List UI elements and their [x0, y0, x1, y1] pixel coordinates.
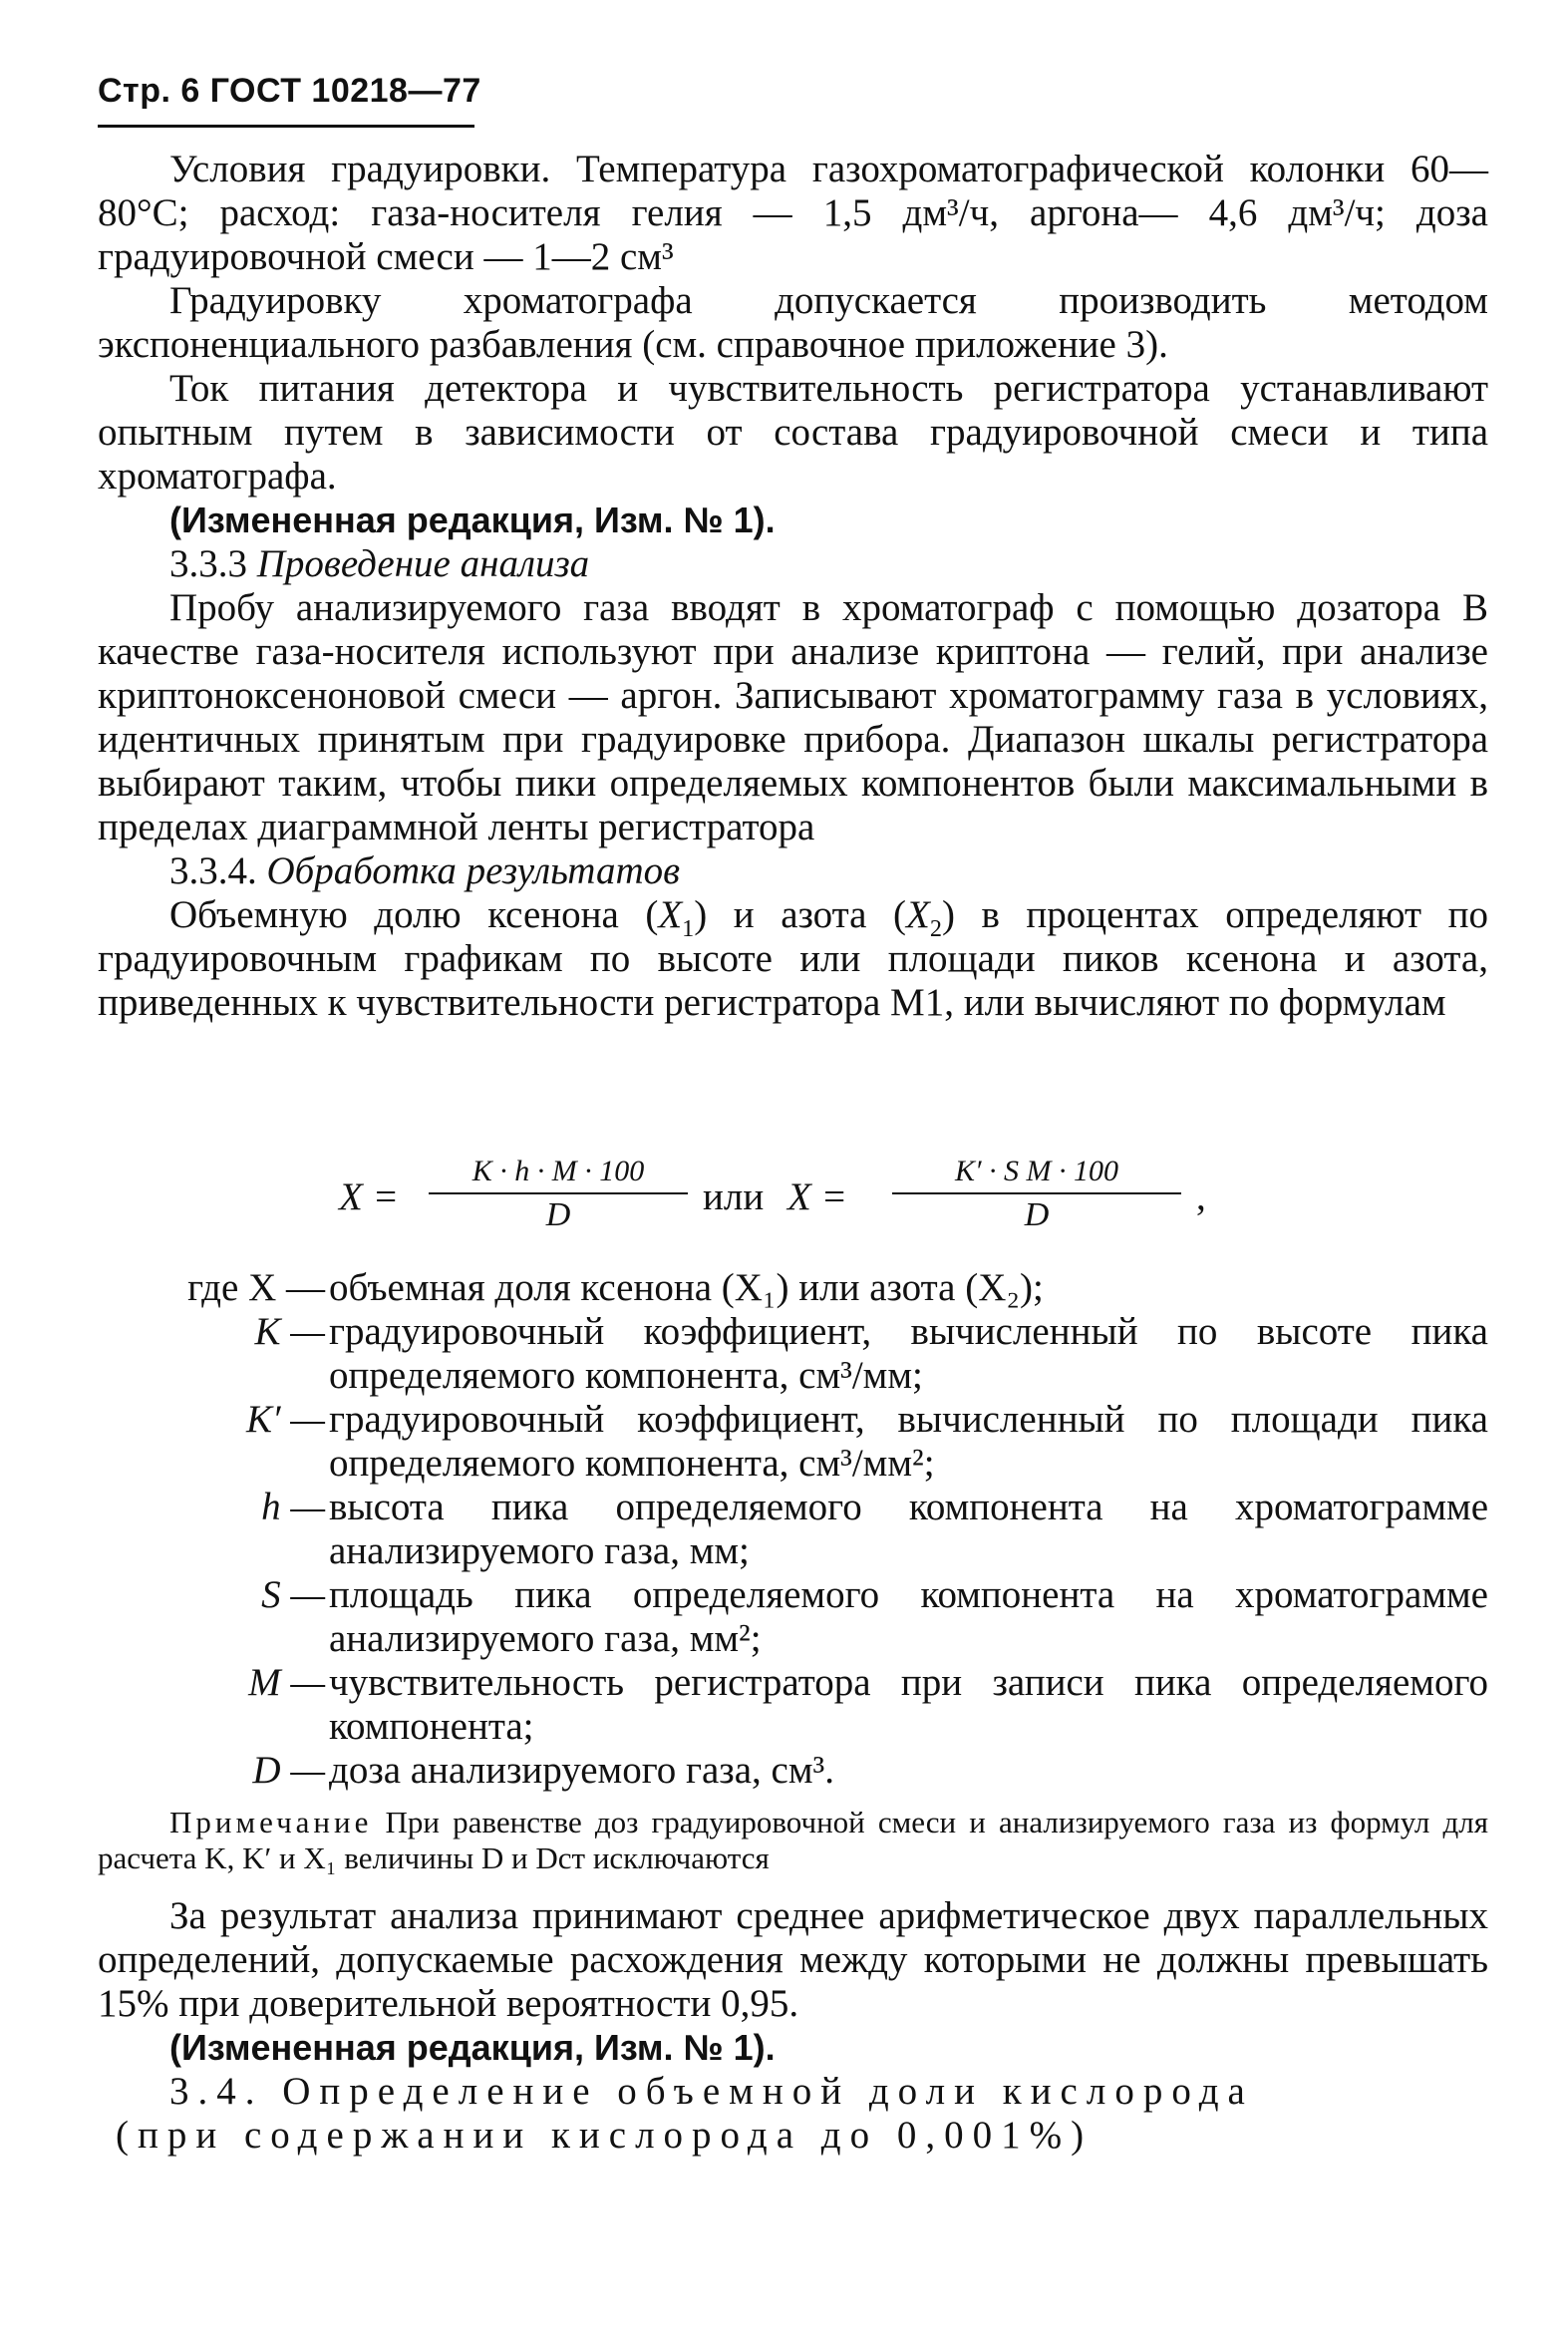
definition-text: объемная доля ксенона (X₁) или азота (X₂); — [329, 1266, 1044, 1309]
definition-symbol: S — — [261, 1573, 325, 1616]
header-rule — [98, 125, 474, 128]
formula-lhs: X = — [787, 1175, 847, 1218]
paragraph-results — [98, 893, 1488, 1025]
definition-item — [98, 1749, 1488, 1793]
definition-item — [98, 1661, 1488, 1749]
section-heading-34 — [98, 2070, 1488, 2114]
note-text: При равенстве доз градуировочной смеси и анализируемого газа из формул для расчета K, K′ и X₁ величины D и Dст исключаются — [98, 1805, 1488, 1875]
paragraph-analysis: Пробу анализируемого газа вводят в хроматограф с помощью дозатора В качестве газа-носителя используют при анализе криптона — гелий, при анализе криптоноксеноновой смеси — аргон. Записывают хроматограмму газа в условиях, идентичных принятым при градуировке прибора. Диапазон шкалы регистратора выбирают таким, чтобы пики определяемых компонентов были максимальными в пределах диаграммной ленты регистратора — [98, 586, 1488, 848]
note — [98, 1805, 1488, 1876]
definition-text: площадь пика определяемого компонента на хроматограмме анализируемого газа, мм²; — [329, 1573, 1488, 1660]
definition-symbol: D — — [252, 1749, 325, 1792]
definition-symbol: K′ — — [246, 1398, 325, 1441]
section-number: 3.4. — [169, 2070, 264, 2113]
definition-symbol: h — — [261, 1486, 325, 1528]
section-title: Обработка результатов — [266, 849, 681, 892]
main-text — [98, 148, 1488, 1025]
section-heading-333 — [98, 542, 1488, 586]
symbol-x: X — [906, 893, 930, 936]
denominator: D — [545, 1196, 571, 1233]
text-fragment: Объемную долю ксенона ( — [169, 893, 659, 936]
definition-text: градуировочный коэффициент, вычисленный по высоте пика определяемого компонента, см³/мм; — [329, 1310, 1488, 1397]
definition-item — [98, 1398, 1488, 1486]
denominator: D — [1024, 1196, 1050, 1233]
text-fragment: ) в процентах определяют по градуировочным графикам по высоте или площади пиков ксенона и азота, приведенных к чувствительности регистратора М1, или вычисляют по формулам — [98, 893, 1488, 1024]
formula-lhs: X = — [339, 1175, 399, 1218]
fraction-height — [429, 1155, 688, 1234]
section-number: 3.3.4. — [169, 849, 257, 892]
revision-note — [98, 2026, 1488, 2070]
closing-text — [98, 1894, 1488, 2158]
definition-text: градуировочный коэффициент, вычисленный по площади пика определяемого компонента, см³/мм²; — [329, 1398, 1488, 1485]
section-subtitle: (при содержании кислорода до 0,001%) — [116, 2114, 1094, 2157]
definitions-list — [98, 1266, 1488, 1793]
revision-note-text: (Измененная редакция, Изм. № 1). — [169, 500, 776, 540]
numerator: K · h · M · 100 — [429, 1155, 688, 1194]
definition-text: высота пика определяемого компонента на хроматограмме анализируемого газа, мм; — [329, 1486, 1488, 1572]
definition-text: чувствительность регистратора при записи пика определяемого компонента; — [329, 1661, 1488, 1748]
definition-item — [98, 1573, 1488, 1661]
subscript: 1 — [682, 914, 695, 942]
definition-item — [98, 1486, 1488, 1573]
definition-symbol: где X — — [187, 1266, 325, 1309]
fraction-area — [892, 1155, 1181, 1234]
revision-note — [98, 499, 1488, 542]
page-header: Стр. 6 ГОСТ 10218—77 — [98, 72, 481, 110]
section-number: 3.3.3 — [169, 542, 247, 585]
symbol-x: X — [658, 893, 683, 936]
formula-or: или — [703, 1175, 765, 1218]
definition-symbol: M — — [248, 1661, 325, 1704]
definition-item — [98, 1266, 1488, 1310]
paragraph-exponential-dilution: Градуировку хроматографа допускается производить методом экспоненциального разбавления (см. справочное приложение 3). — [98, 279, 1488, 366]
definition-item — [98, 1310, 1488, 1398]
section-heading-334 — [98, 849, 1488, 893]
section-title: Определение объемной доли кислорода — [282, 2070, 1254, 2113]
subscript: 2 — [929, 914, 942, 942]
note-label: Примечание — [169, 1805, 373, 1839]
formula — [339, 1155, 1236, 1234]
definition-text: доза анализируемого газа, см³. — [329, 1749, 834, 1792]
numerator: K′ · S M · 100 — [892, 1155, 1181, 1194]
paragraph-calibration-conditions: Условия градуировки. Температура газохроматографической колонки 60—80°С; расход: газа-носителя гелия — 1,5 дм³/ч, аргона— 4,6 дм³/ч; доза градуировочной смеси — 1—2 см³ — [98, 148, 1488, 278]
section-title: Проведение анализа — [256, 542, 590, 585]
paragraph-detector-current: Ток питания детектора и чувствительность регистратора устанавливают опытным путем в зависимости от состава градуировочной смеси и типа хроматографа. — [98, 367, 1488, 498]
formula-end: , — [1196, 1175, 1206, 1218]
definition-symbol: K — — [254, 1310, 325, 1353]
revision-note-text: (Измененная редакция, Изм. № 1). — [169, 2027, 776, 2068]
paragraph-result-average: За результат анализа принимают среднее арифметическое двух параллельных определений, допускаемые расхождения между которыми не должны превышать 15% при доверительной вероятности 0,95. — [98, 1894, 1488, 2025]
text-fragment: ) и азота ( — [694, 893, 907, 936]
